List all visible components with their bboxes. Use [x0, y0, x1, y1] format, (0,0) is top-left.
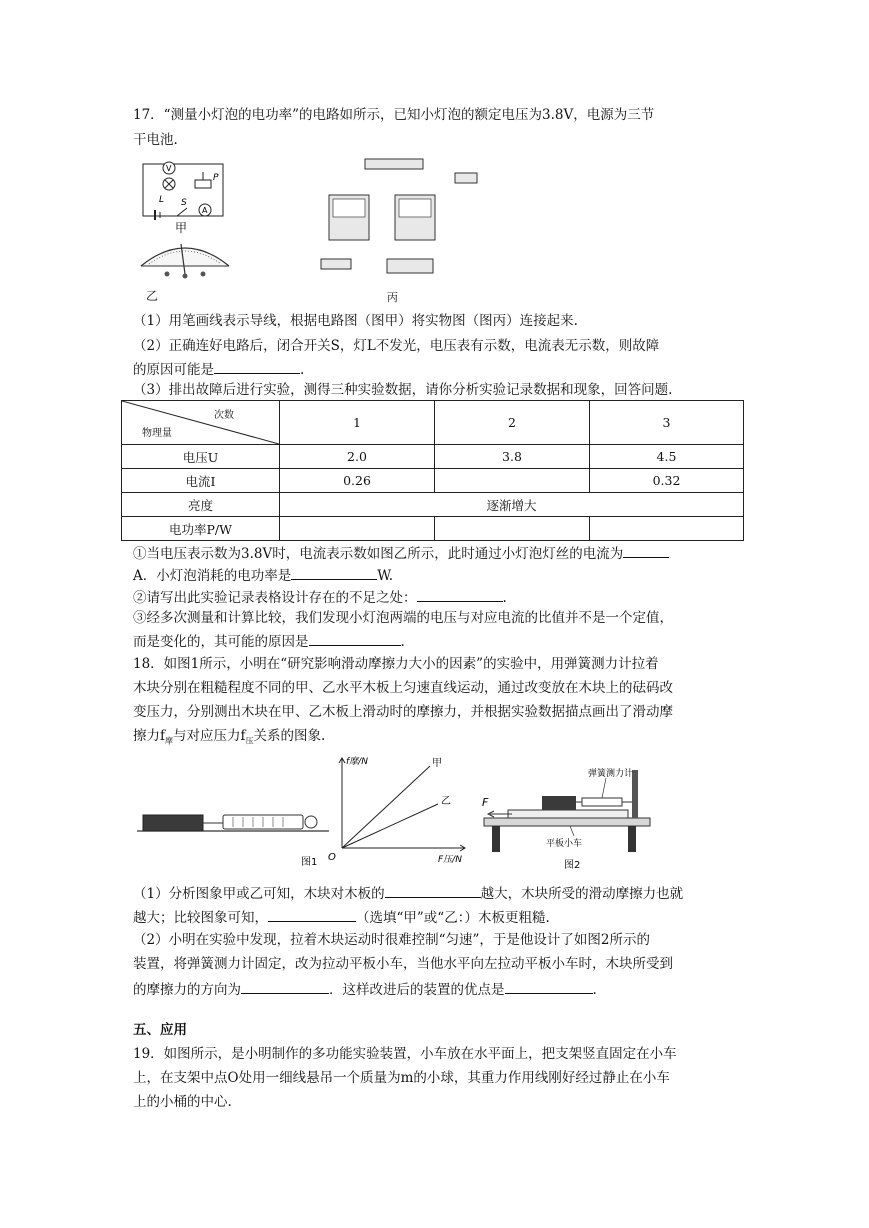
q18-part1-line2: 越大；比较图象可知， （选填“甲”或“乙：）木板更粗糙. — [133, 907, 550, 927]
q18-part1-line1: （1）分析图象甲或乙可知，木块对木板的 越大，木块所受的滑动摩擦力也就 — [133, 883, 683, 903]
q18-line3: 变压力，分别测出木块在甲、乙木板上滑动时的摩擦力，并根据实验数据描点画出了滑动摩 — [133, 704, 673, 720]
table-cell — [590, 517, 744, 541]
graph-origin: O — [328, 852, 336, 863]
table-row — [122, 401, 744, 445]
q17-sub1-line1: ①当电压表示数为3.8V时，电流表示数如图乙所示，此时通过小灯泡灯丝的电流为 — [133, 543, 669, 563]
table-cell: 0.26 — [280, 469, 435, 493]
q19-line3: 上的小桶的中心. — [133, 1094, 232, 1110]
q17-sub3-line2: 而是变化的，其可能的原因是 . — [133, 631, 405, 651]
table-col-header: 2 — [435, 401, 590, 445]
line-jia — [342, 766, 430, 848]
fig-jia-label: 甲 — [175, 221, 188, 235]
rheostat-label: P — [213, 173, 219, 183]
q17-part2-line2: 的原因可能是 . — [133, 359, 304, 379]
table-cell: 0.32 — [590, 469, 744, 493]
table-cell — [435, 517, 590, 541]
q17-part2-line1: （2）正确连好电路后，闭合开关S，灯L不发光，电压表有示数，电流表无示数，则故障 — [133, 338, 660, 354]
q17-intro-line1: 17．“测量小灯泡的电功率”的电路如所示，已知小灯泡的额定电压为3.8V，电源为三节 — [133, 107, 655, 123]
fig2-force-label: F — [482, 796, 489, 809]
figure2-cart-apparatus — [478, 760, 658, 872]
header-times: 次数 — [214, 410, 234, 421]
line-yi — [342, 804, 438, 848]
table-cell: 4.5 — [590, 445, 744, 469]
table-cell-merged: 逐渐增大 — [280, 493, 744, 517]
answer-blank[interactable] — [268, 907, 356, 922]
header-quantity: 物理量 — [142, 428, 172, 439]
lamp-label: L — [159, 195, 165, 205]
fig2-cart-label: 平板小车 — [546, 839, 583, 849]
row-label: 亮度 — [122, 493, 280, 517]
figure1-block-spring — [133, 755, 333, 870]
q19-line1: 19．如图所示，是小明制作的多功能实验装置，小车放在水平面上，把支架竖直固定在小车 — [133, 1046, 677, 1062]
table-col-header: 3 — [590, 401, 744, 445]
q17-part1: （1）用笔画线表示导线，根据电路图（图甲）将实物图（图丙）连接起来. — [133, 313, 578, 329]
voltmeter-symbol: V — [166, 164, 172, 173]
table-cell — [435, 469, 590, 493]
row-label: 电功率P/W — [122, 517, 280, 541]
ammeter-symbol: A — [202, 206, 208, 215]
fig-yi-label: 乙 — [146, 289, 159, 303]
experiment-table — [121, 400, 744, 541]
q18-line1: 18．如图1所示，小明在“研究影响滑动摩擦力大小的因素”的实验中，用弹簧测力计拉着 — [133, 656, 659, 672]
graph-label-jia: 甲 — [432, 758, 442, 769]
table-row — [122, 517, 744, 541]
answer-blank[interactable] — [309, 631, 401, 646]
answer-blank[interactable] — [417, 587, 503, 602]
switch-label: S — [181, 198, 187, 208]
q17-part3: （3）排出故障后进行实验，测得三种实验数据，请你分析实验记录数据和现象，回答问题. — [133, 382, 673, 398]
fig-bing-label: 丙 — [387, 291, 398, 304]
q18-part2-line3: 的摩擦力的方向为 ．这样改进后的装置的优点是 . — [133, 979, 597, 999]
answer-blank[interactable] — [214, 359, 300, 374]
table-cell — [280, 517, 435, 541]
graph-label-yi: 乙 — [441, 796, 451, 807]
answer-blank[interactable] — [291, 565, 377, 580]
meter-dial-figure — [135, 230, 235, 282]
table-cell: 2.0 — [280, 445, 435, 469]
row-label: 电流I — [122, 469, 280, 493]
q17-sub3-line1: ③经多次测量和计算比较，我们发现小灯泡两端的电压与对应电流的比值并不是一个定值， — [133, 610, 673, 626]
graph-x-axis: F压/N — [438, 855, 462, 865]
table-header-diagonal — [122, 401, 280, 445]
q17-sub1-line2: A．小灯泡消耗的电功率是 W. — [133, 565, 393, 585]
table-cell: 3.8 — [435, 445, 590, 469]
answer-blank[interactable] — [241, 979, 329, 994]
row-label: 电压U — [122, 445, 280, 469]
friction-graph — [320, 752, 470, 870]
answer-blank[interactable] — [505, 979, 593, 994]
section-heading: 五、应用 — [133, 1022, 187, 1038]
q19-line2: 上，在支架中点O处用一细线悬吊一个质量为m的小球，其重力作用线刚好经过静止在小车 — [133, 1070, 670, 1086]
table-row — [122, 445, 744, 469]
q17-intro-line2: 干电池. — [133, 132, 178, 148]
q18-line2: 木块分别在粗糙程度不同的甲、乙水平木板上匀速直线运动，通过改变放在木块上的砝码改 — [133, 680, 673, 696]
graph-y-axis: f摩/N — [346, 757, 368, 767]
answer-blank[interactable] — [623, 543, 669, 558]
answer-blank[interactable] — [385, 883, 481, 898]
fig2-spring-label: 弹簧测力计 — [588, 769, 634, 779]
table-row — [122, 469, 744, 493]
circuit-diagram-figure — [135, 160, 235, 222]
q18-part2-line1: （2）小明在实验中发现，拉着木块运动时很难控制“匀速”，于是他设计了如图2所示的 — [133, 932, 650, 948]
fig2-caption: 图2 — [564, 860, 581, 871]
fig1-caption: 图1 — [301, 857, 318, 868]
q17-sub2: ②请写出此实验记录表格设计存在的不足之处： . — [133, 587, 507, 607]
q18-line4: 擦力$f_摩$与对应压力$f_压$关系的图象. — [133, 728, 326, 746]
table-row — [122, 493, 744, 517]
q18-part2-line2: 装置，将弹簧测力计固定，改为拉动平板小车，当他水平向左拉动平板小车时，木块所受到 — [133, 956, 673, 972]
table-col-header: 1 — [280, 401, 435, 445]
apparatus-figure — [315, 155, 495, 295]
